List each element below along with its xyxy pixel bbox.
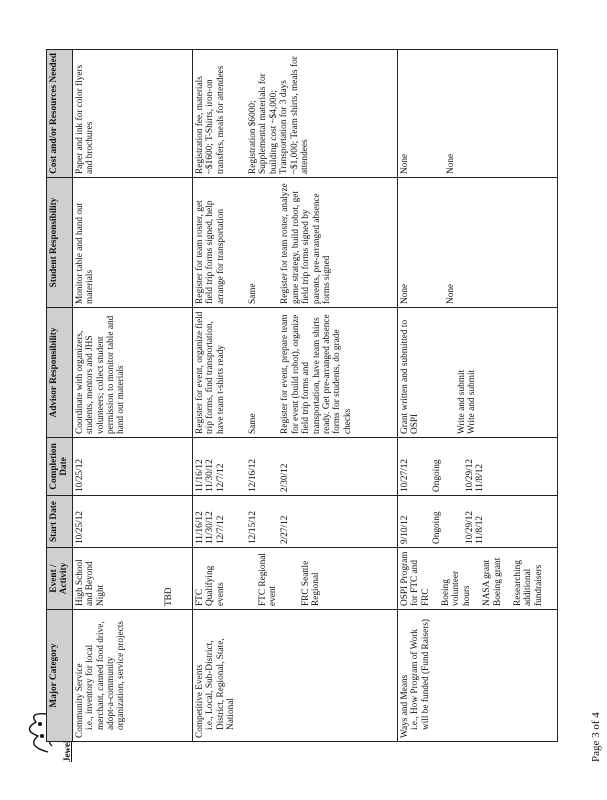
event-name: NASA grant <box>482 559 493 606</box>
table-row <box>192 50 397 742</box>
start-date: 9/10/12 <box>399 515 410 544</box>
completion-date: 10/25/12 <box>74 458 85 492</box>
cost-text: Registration fee, materials ~$1600; T-Shirts, iron-on transfers, meals for attendees <box>194 65 226 174</box>
cost-text: Paper and ink for color flyers and brochures <box>74 64 96 174</box>
program-of-work-table <box>46 49 558 742</box>
cost-text: None <box>399 153 410 174</box>
student-cell <box>72 178 192 308</box>
category-note: i.e., How Program of Work will be funded (Fund Raisers) <box>410 618 431 730</box>
cost-text: None <box>446 153 457 174</box>
advisor-text: Same <box>248 413 259 434</box>
advisor-text: Write and submit <box>456 369 467 434</box>
cost-cell <box>72 50 192 178</box>
completion-date: 10/27/12 <box>399 458 410 492</box>
header-completion-date: Completion Date <box>47 438 73 496</box>
student-text: Same <box>248 283 259 304</box>
student-text: None <box>399 283 410 304</box>
advisor-text: Grant written and submitted to OSPI <box>399 319 421 434</box>
category-cell <box>72 610 192 742</box>
student-text: Register for team roster, analyze game strategy, build robot, get field trip forms signed by parents, pre-arranged absence forms signed <box>280 183 333 304</box>
student-text: None <box>446 283 457 304</box>
advisor-text: Register for event, prepare team for event (build robot), organize field trip forms and transportation, have team shirts ready. Get pre-arranged absence forms for students, do grade checks <box>280 314 353 434</box>
completion-date: 12/16/12 <box>248 458 259 492</box>
header-event-activity: Event / Activity <box>47 548 73 610</box>
start-date: 2/27/12 <box>280 515 291 544</box>
category-title: Ways and Means <box>399 674 410 738</box>
category-title: Community Service <box>74 663 85 738</box>
completion-date-cell <box>192 438 397 496</box>
completion-date: 10/29/12 <box>464 458 475 492</box>
event-name: FTC Regional event <box>258 553 279 606</box>
advisor-text: Coordinate with organizers, students, mentors and JHS volunteers; collect student permission to monitor table and hand out materials <box>74 315 127 434</box>
student-text: Monitor table and hand out materials <box>74 202 96 304</box>
start-date: 11/30/12 <box>205 511 216 544</box>
start-date: 12/7/12 <box>215 515 226 544</box>
completion-date: 12/7/12 <box>215 463 226 492</box>
event-cell <box>397 548 557 610</box>
start-date: 10/25/12 <box>74 510 85 544</box>
category-cell <box>397 610 557 742</box>
start-date-cell <box>397 496 557 548</box>
category-note: i.e., inventory for local merchant, canned food drive, adopt-a-community organization, service projects <box>85 620 127 730</box>
completion-date: 11/8/12 <box>475 463 486 492</box>
event-cell <box>72 548 192 610</box>
event-name: FTC Qualifying events <box>194 565 226 606</box>
completion-date-cell <box>72 438 192 496</box>
advisor-text: Register for event, organize field trip forms, find transportation, have team t-shirts ready <box>194 311 226 434</box>
cost-cell <box>397 50 557 178</box>
completion-date-cell <box>397 438 557 496</box>
start-date-cell <box>72 496 192 548</box>
cost-cell <box>192 50 397 178</box>
category-note: i.e., Local, Sub-District, District, Regional, State, National <box>205 638 237 730</box>
start-date: 10/29/12 <box>464 510 475 544</box>
advisor-cell <box>72 308 192 438</box>
start-date-cell <box>192 496 397 548</box>
student-cell <box>192 178 397 308</box>
table-row <box>72 50 192 742</box>
event-name: Researching additional fundraisers <box>513 560 544 606</box>
event-name: Boeing grant <box>492 557 503 606</box>
completion-date: 11/16/12 <box>194 459 205 492</box>
completion-date: 11/30/12 <box>205 459 216 492</box>
start-date: 11/8/12 <box>475 515 486 544</box>
event-name: FRC Seattle Regional <box>300 560 322 606</box>
header-major-category: Major Category <box>47 610 73 742</box>
header-start-date: Start Date <box>47 496 73 548</box>
header-cost-resources: Cost and/or Resources Needed <box>47 50 73 178</box>
header-row <box>47 50 73 742</box>
completion-date: 2/30/12 <box>280 463 291 492</box>
event-name: High School and Beyond Night <box>74 559 106 606</box>
page-number: Page 3 of 4 <box>590 712 602 762</box>
header-advisor-responsibility: Advisor Responsibility <box>47 308 73 438</box>
completion-date: Ongoing <box>432 459 443 492</box>
advisor-text: Write and submit <box>467 369 478 434</box>
student-text: Register for team roster, get field trip forms signed, help arrange for transportation <box>194 200 226 304</box>
start-date: 12/15/12 <box>248 510 259 544</box>
cost-text: Registration $6000; Supplemental materials for building cost ~$4,000; Transportation for 3 days ~$1,000; Team shirts, meals for attendees <box>248 56 311 174</box>
event-name: Boeing volunteer hours <box>441 570 472 606</box>
event-cell <box>192 548 397 610</box>
category-cell <box>192 610 397 742</box>
student-cell <box>397 178 557 308</box>
advisor-cell <box>397 308 557 438</box>
start-date: 11/16/12 <box>194 511 205 544</box>
header-student-responsibility: Student Responsibility <box>47 178 73 308</box>
table-row <box>397 50 557 742</box>
event-name: OSPI Program for FTC and FRC <box>399 551 431 606</box>
advisor-cell <box>192 308 397 438</box>
event-name: TBD <box>164 587 175 606</box>
category-title: Competitive Events <box>194 664 205 738</box>
start-date: Ongoing <box>432 511 443 544</box>
